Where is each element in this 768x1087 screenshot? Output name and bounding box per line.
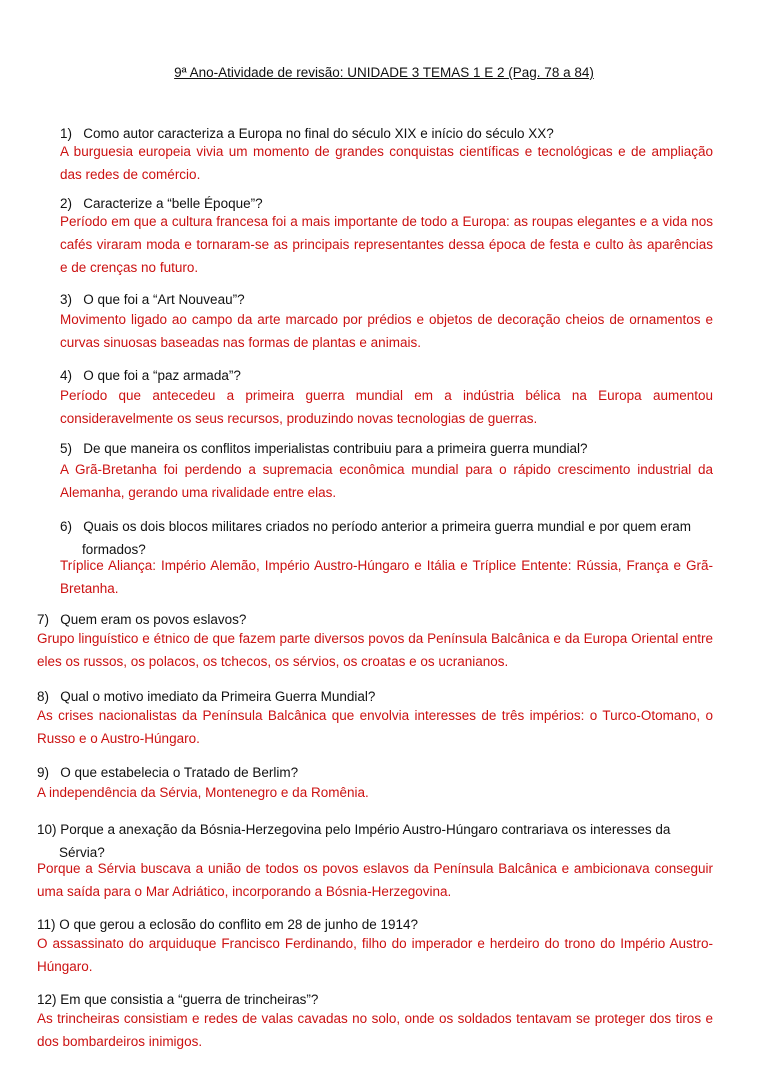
question-11: 11) O que gerou a eclosão do conflito em 28 de junho de 1914? (37, 917, 419, 932)
question-7: 7) Quem eram os povos eslavos? (37, 612, 247, 627)
question-8: 8) Qual o motivo imediato da Primeira Guerra Mundial? (37, 689, 376, 704)
answer-5: A Grã-Bretanha foi perdendo a supremacia econômica mundial para o rápido crescimento industrial da Alemanha, gerando uma rivalidade entre elas. (60, 462, 713, 500)
question-2: 2) Caracterize a “belle Époque”? (60, 196, 263, 211)
question-5: 5) De que maneira os conflitos imperialistas contribuiu para a primeira guerra mundial? (60, 441, 588, 456)
question-10: 10) Porque a anexação da Bósnia-Herzegovina pelo Império Austro-Húngaro contrariava os interesses da Sérvia? (37, 822, 671, 860)
question-1: 1) Como autor caracteriza a Europa no final do século XIX e início do século XX? (60, 126, 554, 141)
page-title: 9ª Ano-Atividade de revisão: UNIDADE 3 TEMAS 1 E 2 (Pag. 78 a 84) (174, 65, 594, 80)
answer-1: A burguesia europeia vivia um momento de grandes conquistas científicas e tecnológicas e de ampliação das redes de comércio. (60, 144, 713, 182)
answer-2: Período em que a cultura francesa foi a mais importante de todo a Europa: as roupas elegantes e a vida nos cafés viraram moda e tornaram-se as principais representantes dessa época de festa e culto às aparências e de crenças no futuro. (60, 214, 713, 275)
answer-3: Movimento ligado ao campo da arte marcado por prédios e objetos de decoração cheios de ornamentos e curvas sinuosas baseadas nas formas de plantas e animais. (60, 312, 713, 350)
question-9: 9) O que estabelecia o Tratado de Berlim? (37, 765, 299, 780)
answer-11: O assassinato do arquiduque Francisco Ferdinando, filho do imperador e herdeiro do trono do Império Austro-Húngaro. (37, 936, 713, 974)
answer-8: As crises nacionalistas da Península Balcânica que envolvia interesses de três impérios: o Turco-Otomano, o Russo e o Austro-Húngaro. (37, 708, 713, 746)
question-12: 12) Em que consistia a “guerra de trincheiras”? (37, 992, 319, 1007)
answer-6: Tríplice Aliança: Império Alemão, Império Austro-Húngaro e Itália e Tríplice Entente: Rússia, França e Grã-Bretanha. (60, 558, 713, 596)
answer-12: As trincheiras consistiam e redes de valas cavadas no solo, onde os soldados tentavam se proteger dos tiros e dos bombardeiros inimigos. (37, 1011, 713, 1049)
question-3: 3) O que foi a “Art Nouveau”? (60, 292, 245, 307)
answer-7: Grupo linguístico e étnico de que fazem parte diversos povos da Península Balcânica e da Europa Oriental entre eles os russos, os polacos, os tchecos, os sérvios, os croatas e os ucranianos. (37, 631, 713, 669)
answer-4: Período que antecedeu a primeira guerra mundial em a indústria bélica na Europa aumentou consideravelmente os seus recursos, produzindo novas tecnologias de guerras. (60, 388, 713, 426)
question-6: 6) Quais os dois blocos militares criados no período anterior a primeira guerra mundial e por quem eram formados? (60, 519, 692, 557)
answer-9: A independência da Sérvia, Montenegro e da Romênia. (37, 785, 369, 800)
answer-10: Porque a Sérvia buscava a união de todos os povos eslavos da Península Balcânica e ambicionava conseguir uma saída para o Mar Adriático, incorporando a Bósnia-Herzegovina. (37, 861, 713, 899)
question-4: 4) O que foi a “paz armada”? (60, 368, 241, 383)
